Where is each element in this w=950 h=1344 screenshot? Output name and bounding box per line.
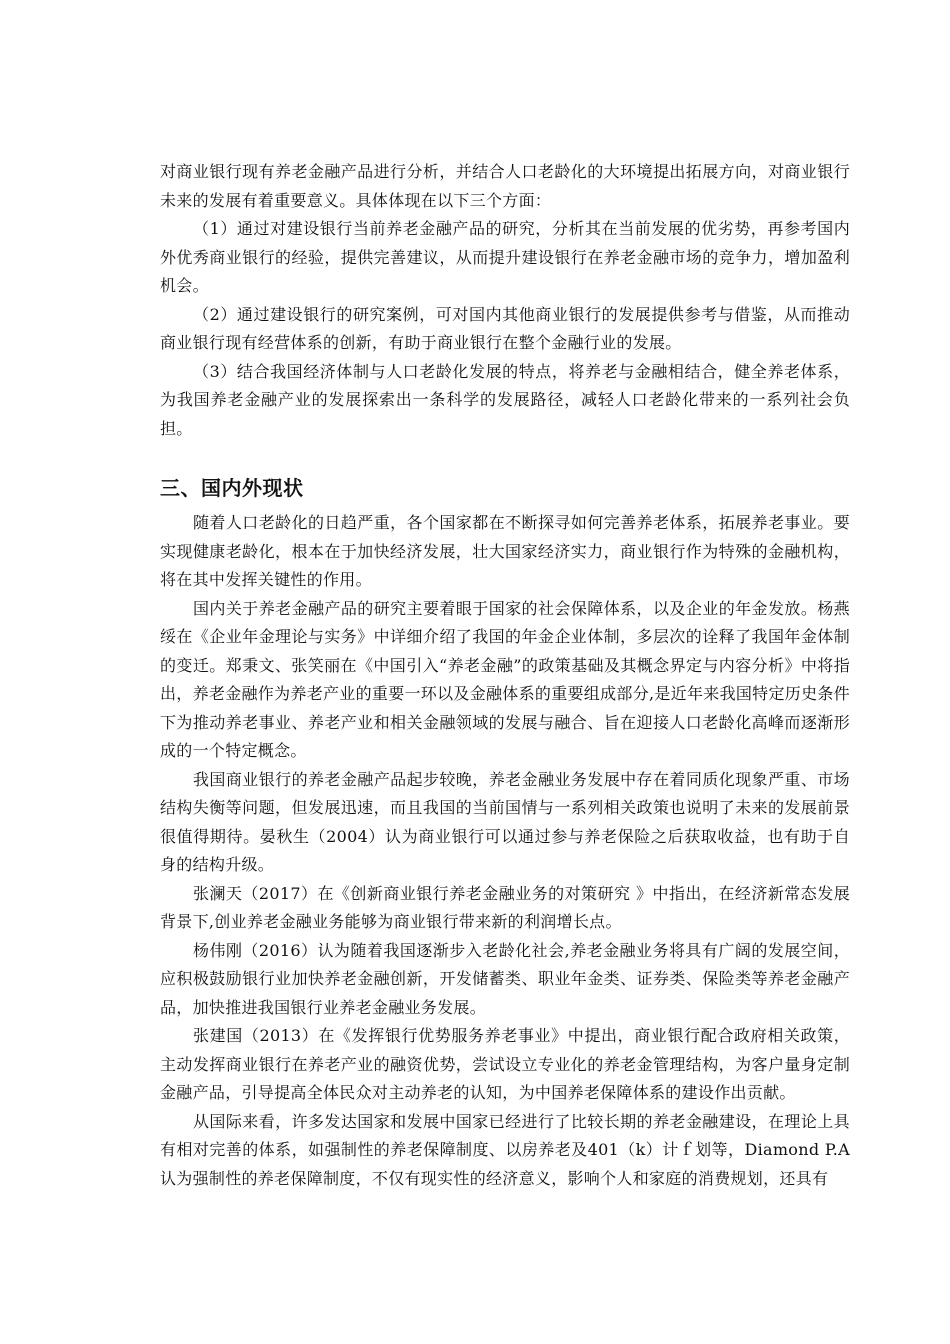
section-paragraph-6: 张建国（2013）在《发挥银行优势服务养老事业》中提出，商业银行配合政府相关政策，主动发挥商业银行在养老产业的融资优势，尝试设立专业化的养老金管理结构，为客户量身定制金融产品，引导提高全体民众对主动养老的认知，为中国养老保障体系的建设作出贡献。 (160, 1026, 850, 1102)
intro-paragraph-1: 对商业银行现有养老金融产品进行分析，并结合人口老龄化的大环境提出拓展方向，对商业银行未来的发展有着重要意义。具体体现在以下三个方面： (160, 162, 850, 210)
section-paragraph-5: 杨伟刚（2016）认为随着我国逐渐步入老龄化社会,养老金融业务将具有广阔的发展空间，应积极鼓励银行业加快养老金融创新，开发储蓄类、职业年金类、证券类、保险类等养老金融产品，加快推进我国银行业养老金融业务发展。 (160, 940, 850, 1017)
intro-paragraph-4: （3）结合我国经济体制与人口老龄化发展的特点，将养老与金融相结合，健全养老体系，为我国养老金融产业的发展探索出一条科学的发展路径，减轻人口老龄化带来的一系列社会负担。 (160, 361, 850, 438)
section-paragraph-4: 张澜天（2017）在《创新商业银行养老金融业务的对策研究 》中指出，在经济新常态发展背景下,创业养老金融业务能够为商业银行带来新的利润增长点。 (160, 883, 850, 931)
intro-paragraph-2: （1）通过对建设银行当前养老金融产品的研究，分析其在当前发展的优劣势，再参考国内外优秀商业银行的经验，提供完善建议，从而提升建设银行在养老金融市场的竞争力，增加盈利机会。 (160, 219, 850, 295)
section-paragraph-2: 国内关于养老金融产品的研究主要着眼于国家的社会保障体系，以及企业的年金发放。杨燕绥在《企业年金理论与实务》中详细介绍了我国的年金企业体制，多层次的诠释了我国年金体制的变迁。郑秉文、张笑丽在《中国引入“养老金融”的政策基础及其概念界定与内容分析》中将指出，养老金融作为养老产业的重要一环以及金融体系的重要组成部分,是近年来我国特定历史条件下为推动养老事业、养老产业和相关金融领域的发展与融合、旨在迎接人口老龄化高峰而逐渐形成的一个特定概念。 (160, 598, 850, 760)
section-paragraph-3: 我国商业银行的养老金融产品起步较晚，养老金融业务发展中存在着同质化现象严重、市场结构失衡等问题，但发展迅速，而且我国的当前国情与一系列相关政策也说明了未来的发展前景很值得期待。晏秋生（2004）认为商业银行可以通过参与养老保险之后获取收益，也有助于自身的结构升级。 (160, 769, 850, 874)
document-page (160, 158, 850, 1193)
section-paragraph-1: 随着人口老龄化的日趋严重，各个国家都在不断探寻如何完善养老体系，拓展养老事业。要实现健康老龄化，根本在于加快经济发展，壮大国家经济实力，商业银行作为特殊的金融机构，将在其中发挥关键性的作用。 (160, 513, 850, 589)
intro-paragraph-3: （2）通过建设银行的研究案例，可对国内其他商业银行的发展提供参考与借鉴，从而推动商业银行现有经营体系的创新，有助于商业银行在整个金融行业的发展。 (160, 304, 850, 352)
section-paragraph-7: 从国际来看，许多发达国家和发展中国家已经进行了比较长期的养老金融建设，在理论上具有相对完善的体系，如强制性的养老保障制度、以房养老及401（k）计ｆ划等，Diamond P.A认为强制性的养老保障制度，不仅有现实性的经济意义，影响个人和家庭的消费规划，还具有 (160, 1111, 850, 1188)
section-heading: 三、国内外现状 (160, 476, 304, 500)
